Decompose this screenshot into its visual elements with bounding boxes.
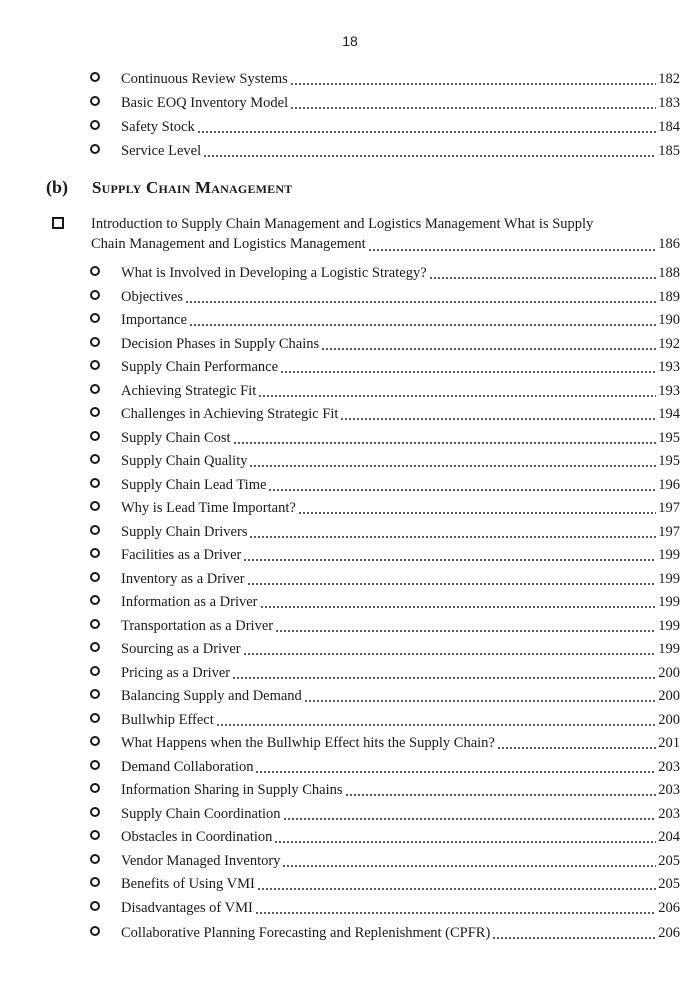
dot-leader: [232, 677, 656, 679]
dot-leader: [368, 249, 657, 251]
toc-entry-page: 200: [658, 664, 680, 681]
section-label: (b): [46, 177, 68, 197]
circle-bullet-icon: [90, 548, 100, 558]
toc-entry-title: Supply Chain Performance: [121, 359, 279, 375]
section-heading: [46, 177, 292, 201]
dot-leader: [492, 937, 656, 939]
toc-entry-title: Obstacles in Coordination: [121, 829, 273, 845]
toc-entry-title: Supply Chain Quality: [121, 453, 248, 469]
toc-entry[interactable]: [94, 497, 680, 517]
toc-entry-page: 199: [658, 547, 680, 563]
toc-entry-page: 205: [658, 876, 680, 892]
circle-bullet-icon: [90, 619, 100, 629]
circle-bullet-icon: [90, 877, 100, 887]
circle-bullet-icon: [90, 525, 100, 535]
toc-entry-title: Decision Phases in Supply Chains: [121, 335, 320, 352]
toc-entry-page: 195: [658, 453, 680, 469]
dot-leader: [274, 841, 656, 843]
toc-entry[interactable]: [94, 709, 680, 729]
dot-leader: [249, 536, 656, 538]
toc-entry-page: 184: [658, 119, 680, 135]
toc-entry[interactable]: [94, 403, 680, 423]
circle-bullet-icon: [90, 96, 100, 106]
dot-leader: [257, 888, 656, 890]
toc-entry-page: 188: [658, 265, 680, 281]
circle-bullet-icon: [90, 595, 100, 605]
toc-entry[interactable]: [94, 333, 680, 353]
dot-leader: [497, 747, 656, 749]
toc-entry[interactable]: [94, 356, 680, 376]
toc-entry-title: Safety Stock: [121, 119, 195, 135]
toc-entry-page: 199: [658, 570, 680, 587]
toc-entry-page: 183: [658, 95, 680, 111]
dot-leader: [429, 277, 657, 279]
toc-entry[interactable]: [94, 450, 680, 470]
dot-leader: [216, 724, 656, 726]
toc-entry[interactable]: [94, 427, 680, 447]
toc-entry-page: 206: [658, 925, 680, 941]
dot-leader: [304, 700, 656, 702]
toc-entry-title: Facilities as a Driver: [121, 547, 242, 563]
dot-leader: [260, 606, 657, 608]
toc-entry-page: 206: [658, 899, 680, 916]
toc-entry-title: What Happens when the Bullwhip Effect hits the Supply Chain?: [121, 735, 495, 751]
toc-entry-page: 203: [658, 782, 680, 798]
toc-entry-title: Achieving Strategic Fit: [121, 382, 257, 399]
intro-page: 186: [658, 236, 680, 252]
toc-entry-title: Supply Chain Cost: [121, 429, 231, 446]
circle-bullet-icon: [90, 854, 100, 864]
toc-entry-title: Objectives: [121, 288, 184, 305]
toc-entry-page: 203: [658, 805, 680, 822]
toc-entry-title: Balancing Supply and Demand: [121, 688, 302, 704]
dot-leader: [268, 489, 656, 491]
circle-bullet-icon: [90, 666, 100, 676]
toc-entry-page: 199: [658, 617, 680, 634]
circle-bullet-icon: [90, 478, 100, 488]
toc-entry[interactable]: [94, 544, 680, 564]
circle-bullet-icon: [90, 807, 100, 817]
toc-entry-page: 194: [658, 406, 680, 422]
toc-entry[interactable]: [94, 850, 680, 870]
toc-entry-title: Supply Chain Lead Time: [121, 476, 267, 493]
toc-entry-page: 200: [658, 711, 680, 728]
dot-leader: [298, 512, 656, 514]
toc-entry-page: 199: [658, 594, 680, 610]
toc-entry-title: Challenges in Achieving Strategic Fit: [121, 406, 339, 422]
circle-bullet-icon: [90, 713, 100, 723]
circle-bullet-icon: [90, 313, 100, 323]
toc-entry-title: Importance: [121, 312, 188, 328]
circle-bullet-icon: [90, 120, 100, 130]
toc-entry[interactable]: [94, 591, 680, 611]
toc-entry-page: 197: [658, 523, 680, 540]
toc-entry[interactable]: [94, 685, 680, 705]
toc-entry[interactable]: [94, 568, 680, 588]
toc-entry[interactable]: [94, 638, 680, 658]
toc-entry[interactable]: [94, 474, 680, 494]
page-number: 18: [342, 33, 358, 49]
toc-entry-title: Supply Chain Coordination: [121, 805, 281, 822]
dot-leader: [249, 465, 656, 467]
toc-entry-title: Disadvantages of VMI: [121, 899, 253, 916]
intro-title-line1: Introduction to Supply Chain Management and Logistics Management What is Supply: [91, 216, 594, 232]
toc-entry[interactable]: [94, 68, 680, 88]
toc-entry[interactable]: [94, 262, 680, 282]
toc-entry-page: 193: [658, 382, 680, 399]
circle-bullet-icon: [90, 337, 100, 347]
dot-leader: [203, 155, 656, 157]
toc-entry-title: Transportation as a Driver: [121, 617, 274, 634]
circle-bullet-icon: [90, 144, 100, 154]
toc-entry[interactable]: [94, 732, 680, 752]
toc-entry[interactable]: [94, 615, 680, 635]
circle-bullet-icon: [90, 384, 100, 394]
toc-entry-title: Inventory as a Driver: [121, 570, 245, 587]
dot-leader: [233, 442, 657, 444]
toc-entry-page: 204: [658, 829, 680, 845]
toc-entry-title: Information Sharing in Supply Chains: [121, 782, 343, 798]
toc-entry-page: 192: [658, 335, 680, 352]
circle-bullet-icon: [90, 689, 100, 699]
toc-entry-page: 189: [658, 288, 680, 305]
toc-entry-page: 203: [658, 758, 680, 775]
toc-entry[interactable]: [94, 92, 680, 112]
dot-leader: [255, 912, 656, 914]
dot-leader: [345, 794, 657, 796]
toc-entry[interactable]: [94, 873, 680, 893]
dot-leader: [255, 771, 656, 773]
toc-entry[interactable]: [94, 922, 680, 942]
circle-bullet-icon: [90, 760, 100, 770]
circle-bullet-icon: [90, 783, 100, 793]
circle-bullet-icon: [90, 736, 100, 746]
toc-entry-page: 185: [658, 143, 680, 159]
circle-bullet-icon: [90, 572, 100, 582]
toc-entry[interactable]: [94, 662, 680, 682]
toc-entry-title: What is Involved in Developing a Logistic Strategy?: [121, 265, 427, 281]
circle-bullet-icon: [90, 926, 100, 936]
toc-entry[interactable]: [94, 116, 680, 136]
dot-leader: [247, 583, 657, 585]
intro-entry[interactable]: [52, 214, 680, 254]
toc-entry-title: Service Level: [121, 143, 202, 159]
circle-bullet-icon: [90, 431, 100, 441]
dot-leader: [258, 395, 656, 397]
toc-entry-page: 205: [658, 852, 680, 869]
dot-leader: [340, 418, 656, 420]
dot-leader: [243, 559, 656, 561]
toc-entry-title: Collaborative Planning Forecasting and Replenishment (CPFR): [121, 925, 491, 941]
checkbox-bullet-icon: [52, 217, 64, 229]
dot-leader: [283, 818, 657, 820]
toc-entry-page: 197: [658, 500, 680, 516]
toc-entry-title: Continuous Review Systems: [121, 71, 288, 87]
toc-entry-title: Demand Collaboration: [121, 758, 254, 775]
dot-leader: [290, 107, 656, 109]
circle-bullet-icon: [90, 72, 100, 82]
circle-bullet-icon: [90, 501, 100, 511]
circle-bullet-icon: [90, 901, 100, 911]
circle-bullet-icon: [90, 642, 100, 652]
dot-leader: [321, 348, 656, 350]
dot-leader: [189, 324, 656, 326]
toc-entry-title: Bullwhip Effect: [121, 711, 214, 728]
section-title: Supply Chain Management: [92, 178, 293, 197]
toc-entry-title: Supply Chain Drivers: [121, 523, 248, 540]
toc-entry[interactable]: [94, 826, 680, 846]
toc-entry-title: Information as a Driver: [121, 594, 258, 610]
toc-entry-title: Pricing as a Driver: [121, 664, 231, 681]
circle-bullet-icon: [90, 266, 100, 276]
toc-entry[interactable]: [94, 779, 680, 799]
toc-entry[interactable]: [94, 803, 680, 823]
toc-entry-page: 193: [658, 359, 680, 375]
toc-entry[interactable]: [94, 521, 680, 541]
toc-entry[interactable]: [94, 380, 680, 400]
toc-entry-title: Why is Lead Time Important?: [121, 500, 296, 516]
dot-leader: [185, 301, 656, 303]
circle-bullet-icon: [90, 830, 100, 840]
toc-entry-page: 196: [658, 476, 680, 493]
dot-leader: [282, 865, 656, 867]
intro-title-line2-text: Chain Management and Logistics Management: [91, 236, 366, 252]
dot-leader: [290, 83, 656, 85]
toc-entry-page: 190: [658, 312, 680, 328]
toc-entry[interactable]: [94, 897, 680, 917]
toc-entry-title: Benefits of Using VMI: [121, 876, 255, 892]
toc-entry[interactable]: [94, 140, 680, 160]
circle-bullet-icon: [90, 360, 100, 370]
dot-leader: [197, 131, 657, 133]
intro-title-line2: [91, 234, 680, 254]
toc-entry-page: 199: [658, 641, 680, 657]
toc-entry-page: 201: [658, 735, 680, 751]
toc-entry-title: Vendor Managed Inventory: [121, 852, 281, 869]
toc-entry[interactable]: [94, 286, 680, 306]
toc-entry-page: 200: [658, 688, 680, 704]
toc-entry[interactable]: [94, 756, 680, 776]
toc-entry-title: Basic EOQ Inventory Model: [121, 95, 289, 111]
toc-entry-page: 195: [658, 429, 680, 446]
toc-entry-title: Sourcing as a Driver: [121, 641, 241, 657]
circle-bullet-icon: [90, 407, 100, 417]
circle-bullet-icon: [90, 454, 100, 464]
toc-entry-page: 182: [658, 71, 680, 87]
toc-entry[interactable]: [94, 309, 680, 329]
dot-leader: [243, 653, 657, 655]
dot-leader: [280, 371, 656, 373]
dot-leader: [275, 630, 656, 632]
circle-bullet-icon: [90, 290, 100, 300]
